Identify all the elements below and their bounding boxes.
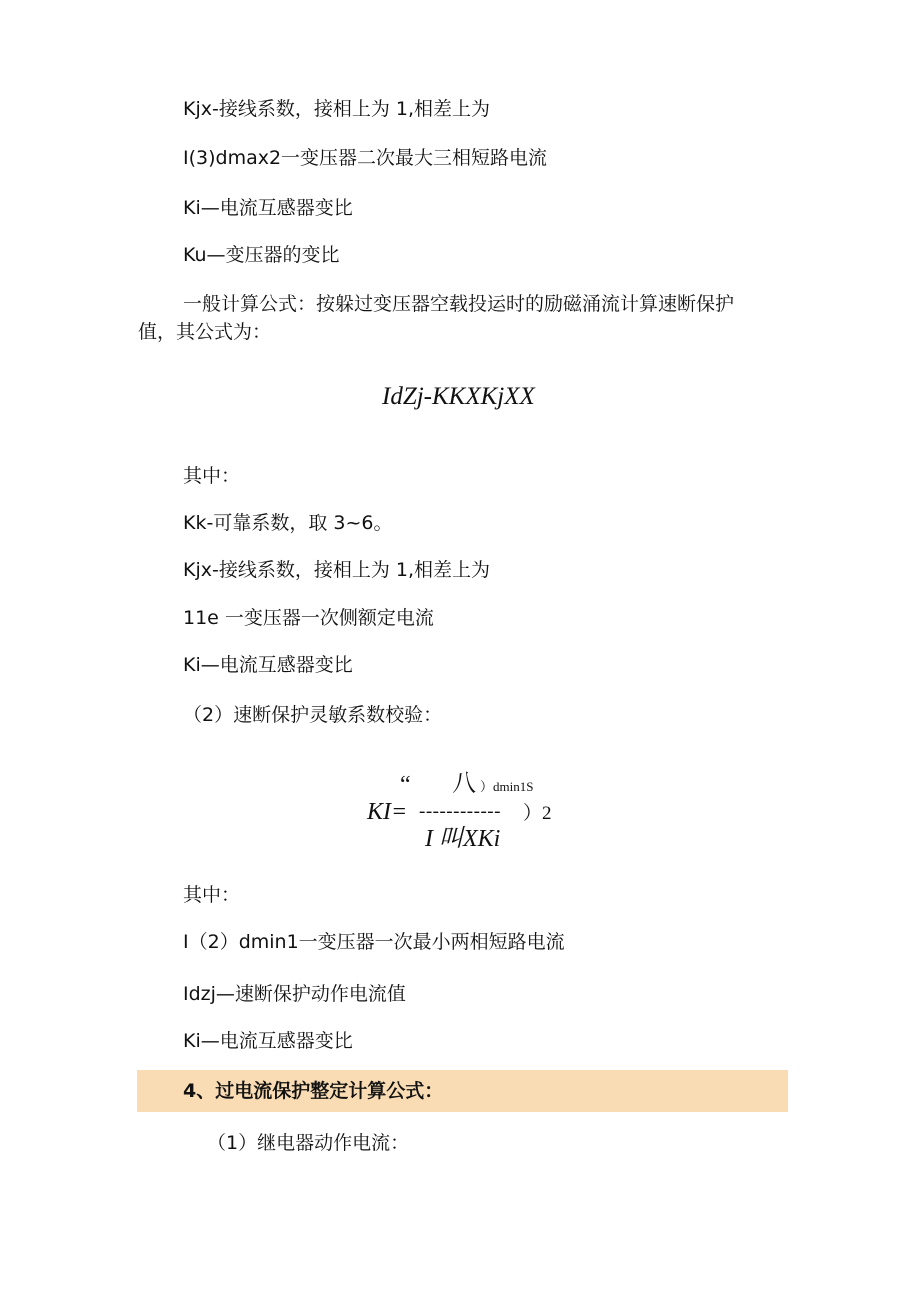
i1e-definition: 11e 一变压器一次侧额定电流	[183, 607, 434, 629]
idzj-definition: Idzj—速断保护动作电流值	[183, 983, 406, 1005]
formula2-denominator: I 叫XKi	[425, 826, 501, 852]
where-label-1: 其中：	[183, 465, 241, 487]
section-2-heading: （2）速断保护灵敏系数校验：	[183, 704, 443, 726]
formula2-subscript: ）dmin1S	[480, 779, 534, 794]
kjx-definition-2: Kjx-接线系数，接相上为 1,相差上为	[183, 559, 491, 581]
ku-definition: Ku—变压器的变比	[183, 244, 340, 266]
general-formula-text-1: 一般计算公式：按躲过变压器空载投运时的励磁涌流计算速断保护	[183, 293, 735, 315]
general-formula-text-2: 值，其公式为：	[138, 321, 272, 343]
formula-idzj: IdZj-KKXKjXX	[382, 383, 535, 410]
heading-4: 4、过电流保护整定计算公式：	[183, 1080, 444, 1102]
formula2-quote: “	[400, 772, 411, 798]
formula2-lhs: KI=	[367, 799, 408, 825]
ki-definition-3: Ki—电流互感器变比	[183, 1030, 353, 1052]
kk-definition: Kk-可靠系数，取 3~6。	[183, 512, 393, 534]
formula2-exponent: ）2	[523, 803, 552, 824]
idmax2-definition: I(3)dmax2一变压器二次最大三相短路电流	[183, 147, 548, 169]
kjx-definition: Kjx-接线系数，接相上为 1,相差上为	[183, 98, 491, 120]
ki-definition: Ki—电流互感器变比	[183, 197, 353, 219]
formula2-fraction-bar: ------------	[419, 801, 501, 822]
ki-definition-2: Ki—电流互感器变比	[183, 654, 353, 676]
relay-current-heading: （1）继电器动作电流：	[207, 1132, 410, 1154]
i2dmin1-definition: I（2）dmin1一变压器一次最小两相短路电流	[183, 931, 565, 953]
where-label-2: 其中：	[183, 884, 241, 906]
formula2-symbol: 八	[452, 771, 476, 797]
